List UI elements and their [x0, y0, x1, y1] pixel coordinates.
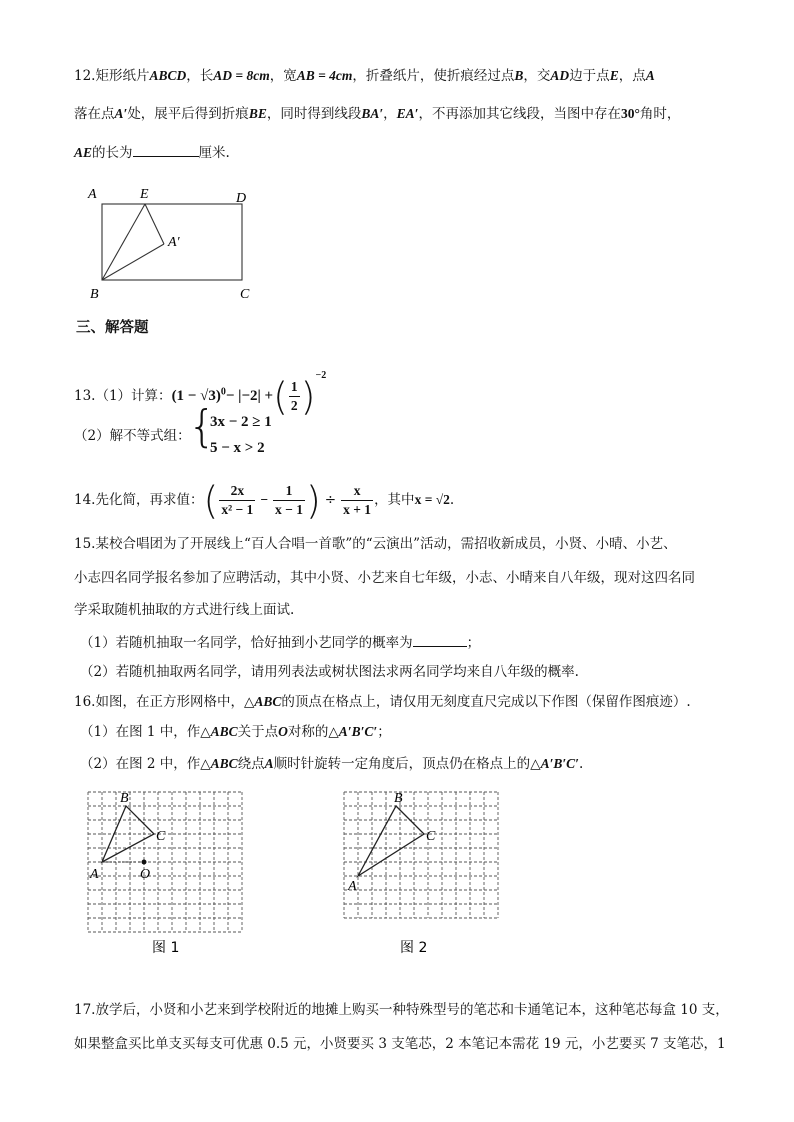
segment-ea-prime [145, 204, 164, 244]
figure-1-grid [82, 786, 262, 962]
svg-text:A: A [348, 879, 357, 894]
segment-ba-prime [102, 244, 164, 280]
math-b: B [514, 68, 524, 83]
label-c: C [240, 287, 250, 302]
section-heading: 三、解答题 [76, 320, 149, 336]
q13-expr-b: − |−2| + [225, 388, 274, 404]
point-o [142, 860, 147, 865]
q15-line-1: 15.某校合唱团为了开展线上“百人合唱一首歌”的“云演出”活动，需招收新成员，小贤、小晴、小艺、 [74, 536, 677, 552]
q15-line-3: 学采取随机抽取的方式进行线上面试. [74, 602, 295, 618]
fold-line-be [102, 204, 145, 280]
math-aprime: A′ [114, 106, 128, 121]
math-ad: AD [550, 68, 570, 83]
label-a: A [88, 187, 97, 202]
q14-line: 14.先化简，再求值：( $\frac{2x}{\text{x² − 1}}$ − $\frac{1}{x - 1}$ ) ÷ $\frac{x}{x + 1}$ ，其中x = √2. [74, 478, 455, 523]
label-b: B [90, 287, 99, 302]
answer-blank[interactable] [413, 632, 467, 647]
inequality-2: 5 − x > 2 [210, 440, 265, 456]
q13-fraction: $\frac{1}{2}$ [290, 379, 298, 413]
inequality-1: 3x − 2 ≥ 1 [210, 414, 272, 430]
figure-1-caption: 图 1 [152, 940, 180, 956]
q13-expr-a: (1 − √3) [171, 388, 221, 404]
figure-2-grid [338, 786, 518, 962]
q13-part-2-label: （2）解不等式组： [74, 428, 191, 444]
grid-lines [344, 792, 498, 918]
math-ad-eq: AD = 8cm [213, 68, 270, 83]
brace-icon: { [188, 401, 216, 452]
q16-part-2: （2）在图 2 中，作△ABC绕点A顺时针旋转一定角度后，顶点仍在格点上的△A′B′C′. [80, 756, 584, 772]
q17-line-1: 17.放学后，小贤和小艺来到学校附近的地摊上购买一种特殊型号的笔芯和卡通笔记本，这种笔芯每盒 10 支， [74, 1002, 729, 1018]
q16-part-1: （1）在图 1 中，作△ABC关于点O对称的△A′B′C′； [80, 724, 391, 740]
label-e: E [140, 187, 149, 202]
q12-line-2: 落在点A′处，展平后得到折痕BE，同时得到线段BA′，EA′，不再添加其它线段，当图中存在30°角时， [74, 106, 681, 122]
math-ab-eq: AB = 4cm [296, 68, 353, 83]
q12-line-3: AE的长为 厘米. [74, 142, 230, 163]
svg-text:A: A [90, 867, 99, 882]
q14-condition: x = √2 [414, 492, 450, 507]
figure-2-caption: 图 2 [400, 940, 428, 956]
math-a: A [645, 68, 655, 83]
q14-fraction-2: $\frac{1}{x - 1}$ [275, 483, 303, 517]
q12-rectangle-figure [80, 178, 270, 308]
triangle-abc [358, 806, 424, 876]
math-30-deg: 30° [620, 106, 640, 121]
math-baprime: BA′ [361, 106, 384, 121]
svg-text:B: B [120, 791, 129, 806]
math-be: BE [248, 106, 267, 121]
math-abcd: ABCD [149, 68, 187, 83]
math-e: E [609, 68, 619, 83]
svg-text:C: C [426, 829, 436, 844]
q12-line-1: 12.矩形纸片ABCD，长AD = 8cm，宽AB = 4cm，折叠纸片，使折痕经过点B，交AD边于点E，点A [74, 68, 655, 84]
svg-text:C: C [156, 829, 166, 844]
label-a-prime: A′ [168, 235, 180, 250]
svg-text:B: B [394, 791, 403, 806]
svg-text:O: O [140, 867, 151, 882]
answer-blank[interactable] [133, 142, 199, 157]
q17-line-2: 如果整盒买比单支买每支可优惠 0.5 元，小贤要买 3 支笔芯，2 本笔记本需花 19 元，小艺要买 7 支笔芯，1 [74, 1036, 726, 1052]
math-ae: AE [74, 145, 93, 160]
math-eaprime: EA′ [396, 106, 419, 121]
q14-fraction-1: $\frac{2x}{\text{x² − 1}}$ [221, 483, 254, 517]
q14-fraction-3: $\frac{x}{x + 1}$ [343, 483, 372, 517]
label-d: D [236, 191, 247, 206]
q15-part-2: （2）若随机抽取两名同学，请用列表法或树状图法求两名同学均来自八年级的概率. [80, 664, 579, 680]
q13-part-1: 13.（1）计算：$(1 - √3)^0- |-2|$ +( $\frac{1}{2}$ )$^{-2}$ [74, 370, 327, 419]
math-triangle-abc: △ABC [243, 694, 282, 709]
q15-part-1: （1）若随机抽取一名同学，恰好抽到小艺同学的概率为 ； [80, 632, 480, 653]
q15-line-2: 小志四名同学报名参加了应聘活动，其中小贤、小艺来自七年级，小志、小晴来自八年级，现对这四名同 [74, 570, 695, 586]
q16-line-1: 16.如图，在正方形网格中，△ABC的顶点在格点上，请仅用无刻度直尺完成以下作图（保留作图痕迹）. [74, 694, 691, 710]
